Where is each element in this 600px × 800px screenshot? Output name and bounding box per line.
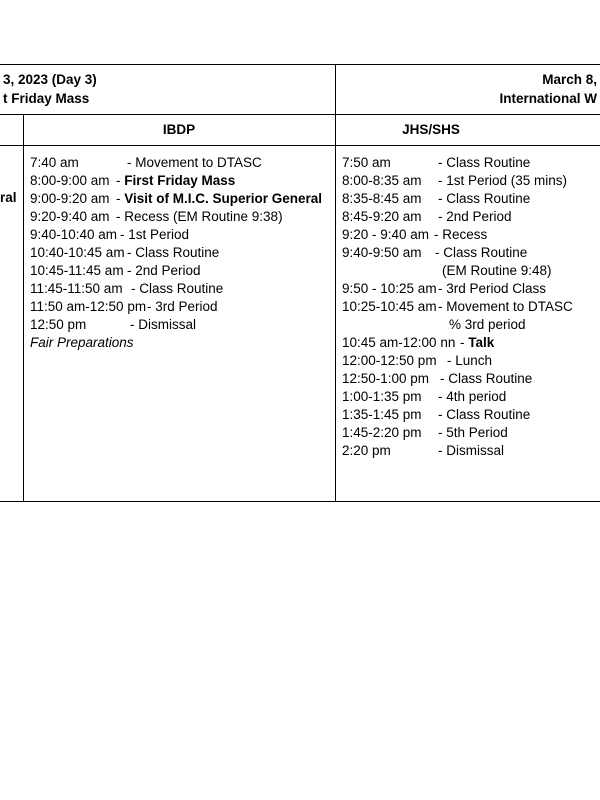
table-bottom-border <box>0 501 600 502</box>
schedule-activity: - 3rd Period Class <box>438 281 547 296</box>
schedule-time: 9:00-9:20 am <box>30 191 110 206</box>
schedule-row <box>30 298 218 316</box>
schedule-row <box>342 370 533 388</box>
schedule-activity: - Movement to DTASC <box>438 299 573 314</box>
right-date-heading: March 8, <box>542 72 597 87</box>
schedule-row <box>342 442 504 460</box>
schedule-row <box>342 334 495 352</box>
schedule-row <box>342 172 568 190</box>
right-event-heading: International W <box>499 91 597 106</box>
schedule-row <box>30 190 323 208</box>
schedule-row <box>342 154 531 172</box>
schedule-time: 9:20-9:40 am <box>30 209 110 224</box>
schedule-time: 9:40-10:40 am <box>30 227 118 242</box>
schedule-row <box>342 424 508 442</box>
schedule-activity: - Dismissal <box>130 317 196 332</box>
schedule-activity: - 1st Period <box>120 227 190 242</box>
schedule-activity: - 2nd Period <box>438 209 512 224</box>
schedule-time: 10:25-10:45 am <box>342 299 437 314</box>
schedule-row <box>342 208 512 226</box>
schedule-activity: - Recess (EM Routine 9:38) <box>116 209 283 224</box>
schedule-row <box>342 280 547 298</box>
schedule-row <box>342 226 488 244</box>
table-top-border <box>0 64 600 65</box>
schedule-activity: - Dismissal <box>438 443 504 458</box>
schedule-activity: - 3rd Period <box>147 299 218 314</box>
schedule-time: 9:50 - 10:25 am <box>342 281 437 296</box>
schedule-time: 12:50 pm <box>30 317 87 332</box>
column-header-ibdp: IBDP <box>162 122 196 137</box>
schedule-time: 10:45-11:45 am <box>30 263 124 278</box>
schedule-activity: - Lunch <box>447 353 493 368</box>
schedule-activity: - Class Routine <box>127 245 220 260</box>
schedule-activity-bold: Visit of M.I.C. Superior General <box>124 191 323 206</box>
schedule-row <box>30 244 220 262</box>
schedule-time: 1:00-1:35 pm <box>342 389 422 404</box>
schedule-time: 8:35-8:45 am <box>342 191 422 206</box>
ibdp-note: Fair Preparations <box>30 335 134 350</box>
left-column-divider <box>23 114 24 502</box>
schedule-activity: - <box>116 191 125 206</box>
schedule-time: 9:20 - 9:40 am <box>342 227 430 242</box>
schedule-activity: - <box>116 173 125 188</box>
left-date-heading: 3, 2023 (Day 3) <box>3 72 97 87</box>
schedule-time: 10:45 am-12:00 nn <box>342 335 456 350</box>
schedule-activity: - Recess <box>434 227 488 242</box>
schedule-time: 9:40-9:50 am <box>342 245 422 260</box>
left-column-fragment: ral <box>0 190 17 205</box>
schedule-row <box>30 154 262 172</box>
schedule-row <box>342 388 507 406</box>
schedule-activity-bold: Talk <box>468 335 495 350</box>
schedule-row <box>342 352 493 370</box>
header-divider <box>0 114 600 115</box>
schedule-time: 8:00-8:35 am <box>342 173 422 188</box>
column-header-divider <box>0 145 600 146</box>
schedule-row <box>342 244 528 262</box>
schedule-row <box>30 208 283 226</box>
schedule-time: 8:00-9:00 am <box>30 173 110 188</box>
schedule-row <box>30 226 190 244</box>
schedule-activity: (EM Routine 9:48) <box>442 263 552 278</box>
schedule-row <box>30 316 196 334</box>
left-event-heading: t Friday Mass <box>3 91 90 106</box>
schedule-row <box>342 298 573 316</box>
schedule-time: 10:40-10:45 am <box>30 245 125 260</box>
schedule-activity: - Class Routine <box>131 281 224 296</box>
schedule-time: 12:00-12:50 pm <box>342 353 437 368</box>
schedule-row <box>30 280 224 298</box>
schedule-row <box>342 406 531 424</box>
schedule-time: 7:50 am <box>342 155 391 170</box>
schedule-activity: - Class Routine <box>435 245 528 260</box>
schedule-row <box>342 190 531 208</box>
schedule-activity: - <box>460 335 469 350</box>
schedule-time: 11:45-11:50 am <box>30 281 123 296</box>
schedule-activity: - 2nd Period <box>127 263 201 278</box>
schedule-time: 1:45-2:20 pm <box>342 425 422 440</box>
column-header-jhs-shs: JHS/SHS <box>402 122 460 137</box>
schedule-row <box>30 262 201 280</box>
schedule-activity: - Class Routine <box>440 371 533 386</box>
schedule-time: 8:45-9:20 am <box>342 209 422 224</box>
schedule-activity: - Movement to DTASC <box>127 155 262 170</box>
schedule-time: 12:50-1:00 pm <box>342 371 430 386</box>
schedule-time: 1:35-1:45 pm <box>342 407 422 422</box>
schedule-time: 7:40 am <box>30 155 79 170</box>
schedule-activity: - 5th Period <box>438 425 508 440</box>
schedule-activity: - Class Routine <box>438 407 531 422</box>
schedule-activity: - 4th period <box>438 389 507 404</box>
schedule-activity-bold: First Friday Mass <box>124 173 236 188</box>
schedule-activity: % 3rd period <box>449 317 526 332</box>
schedule-activity: - 1st Period (35 mins) <box>438 173 568 188</box>
schedule-activity: - Class Routine <box>438 191 531 206</box>
schedule-row <box>30 172 236 190</box>
schedule-time: 11:50 am-12:50 pm <box>30 299 147 314</box>
schedule-time: 2:20 pm <box>342 443 391 458</box>
schedule-activity: - Class Routine <box>438 155 531 170</box>
